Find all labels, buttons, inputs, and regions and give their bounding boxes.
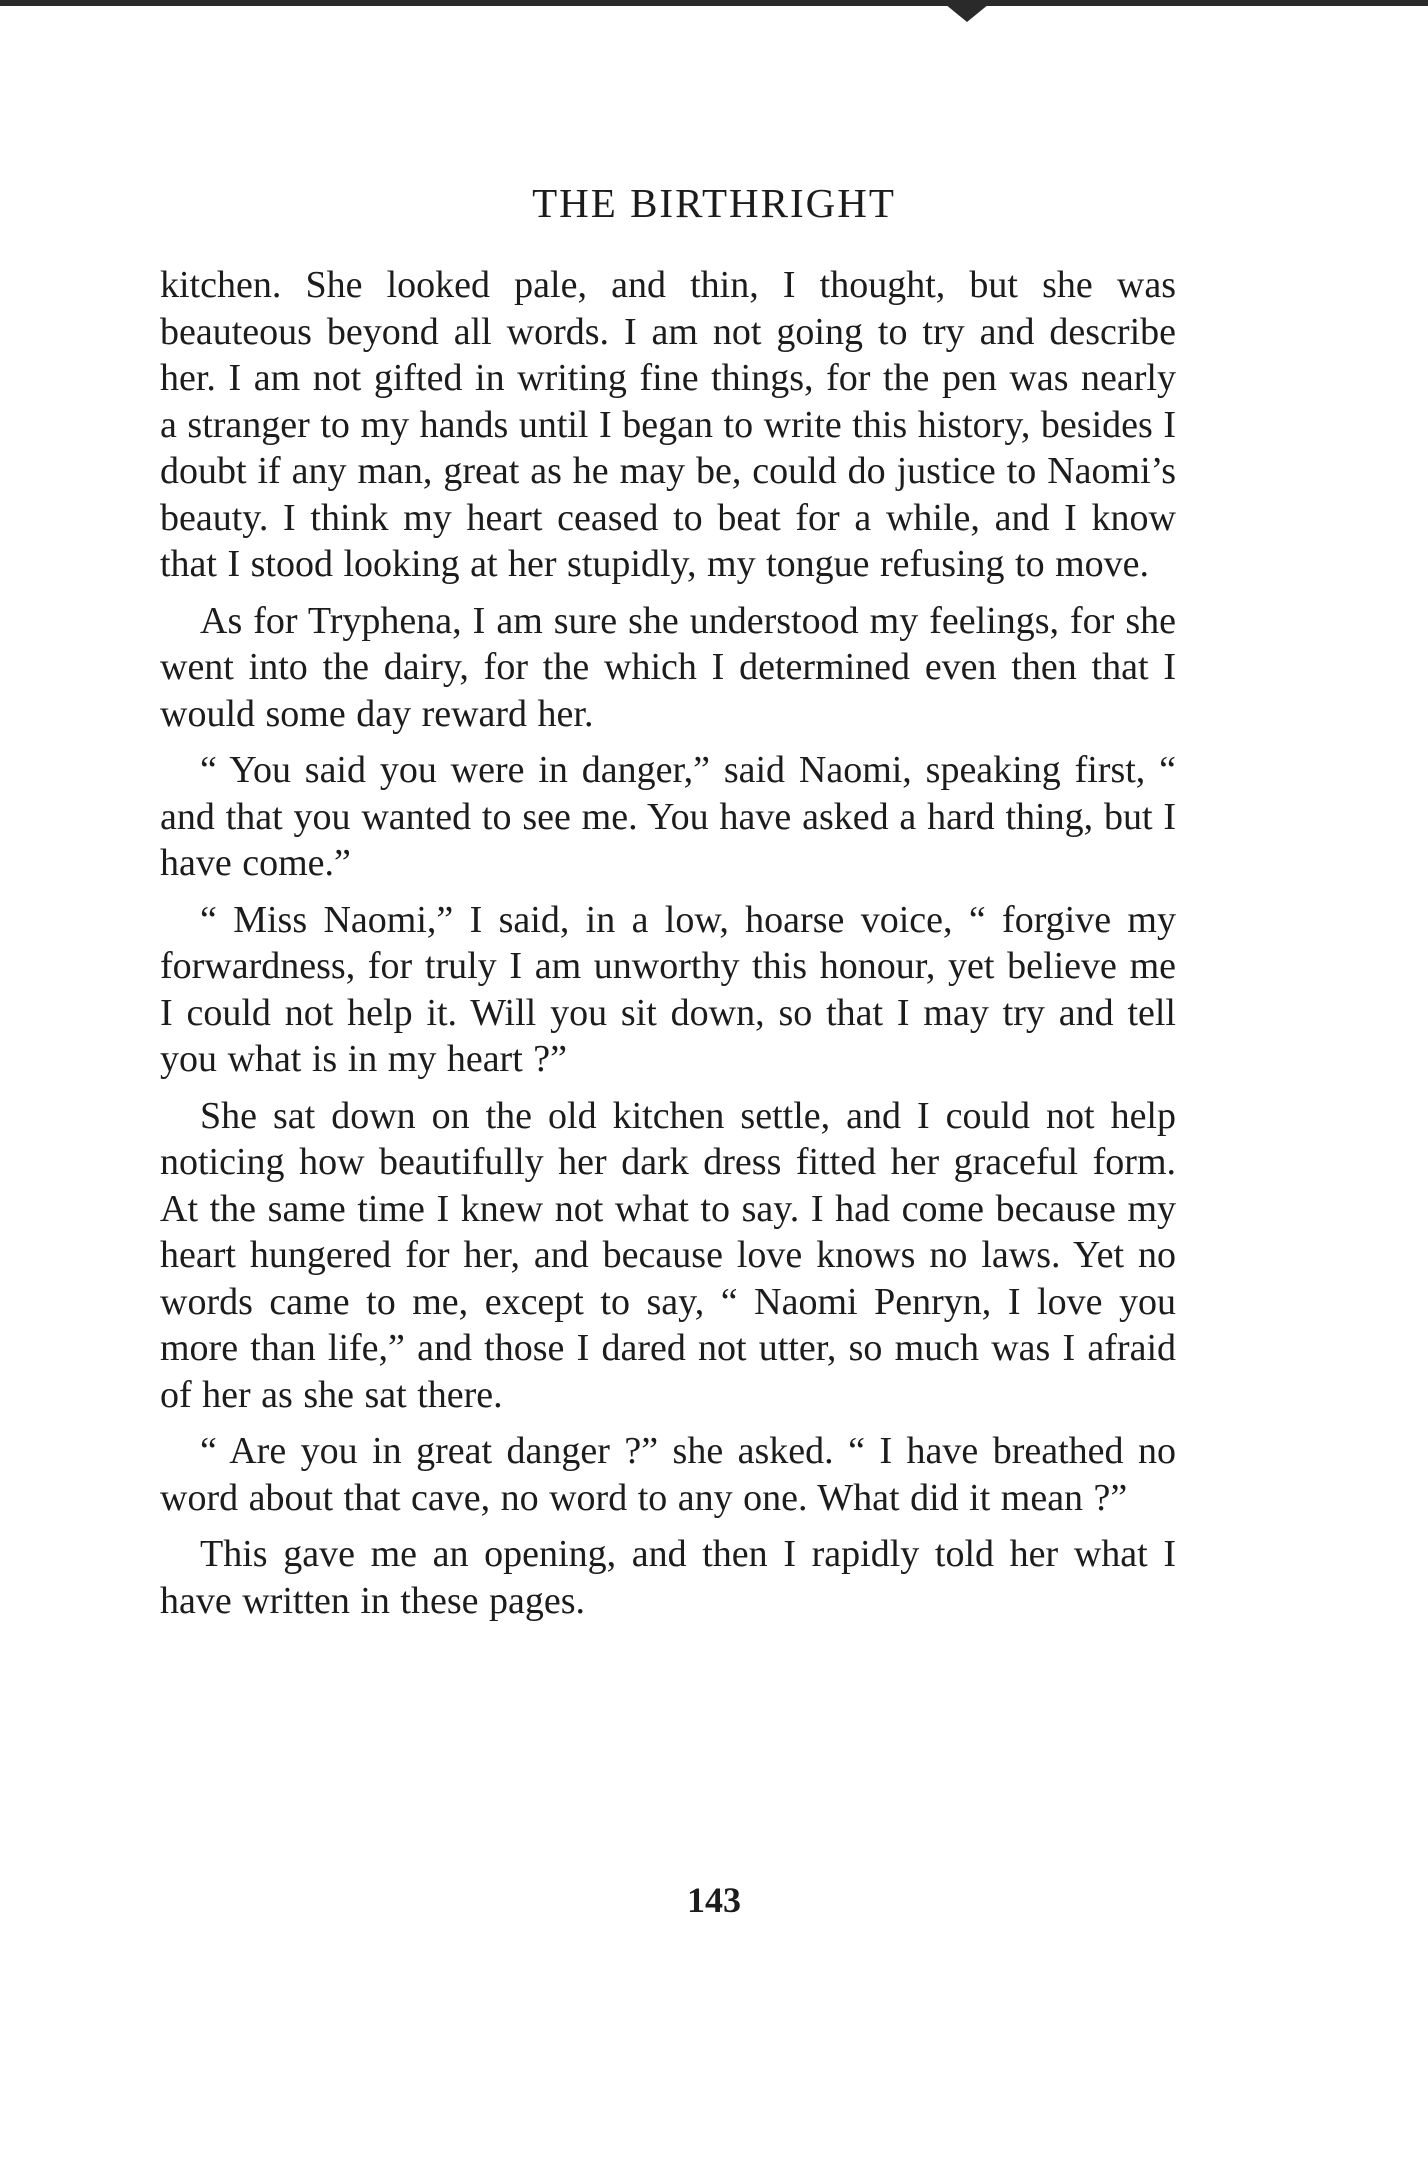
page-number: 143 [687,1880,741,1920]
paragraph: This gave me an opening, and then I rapidly told her what I have written in these pages. [160,1533,1176,1622]
paragraph: kitchen. She looked pale, and thin, I thought, but she was beauteous beyond all words. I am not going to try and describe her. I am not gifted in writing fine things, for the pen was nearly a stranger to my hands until I began to write this history, besides I doubt if any man, great as he may be, could do justice to Naomi’s beauty. I think my heart ceased to beat for a while, and I know that I stood looking at her stupidly, my tongue refusing to move. [160,264,1176,585]
body-text [160,262,1176,1634]
paragraph: As for Tryphena, I am sure she understood my feelings, for she went into the dairy, for the which I determined even then that I would some day reward her. [160,599,1176,735]
paragraph: “ Miss Naomi,” I said, in a low, hoarse voice, “ forgive my forwardness, for truly I am unworthy this honour, yet believe me I could not help it. Will you sit down, so that I may try and tell you what is in my heart ?” [160,898,1176,1080]
top-edge-notch [945,4,989,22]
paragraph: “ Are you in great danger ?” she asked. “ I have breathed no word about that cave, no word to any one. What did it mean ?” [160,1430,1176,1519]
paragraph: She sat down on the old kitchen settle, and I could not help noticing how beautifully her dark dress fitted her graceful form. At the same time I knew not what to say. I had come because my heart hungered for her, and because love knows no laws. Yet no words came to me, except to say, “ Naomi Penryn, I love you more than life,” and those I dared not utter, so much was I afraid of her as she sat there. [160,1094,1176,1416]
paragraph: “ You said you were in danger,” said Naomi, speaking first, “ and that you wanted to see me. You have asked a hard thing, but I have come.” [160,749,1176,884]
top-edge-rule [0,0,1428,6]
running-head: THE BIRTHRIGHT [532,180,896,226]
